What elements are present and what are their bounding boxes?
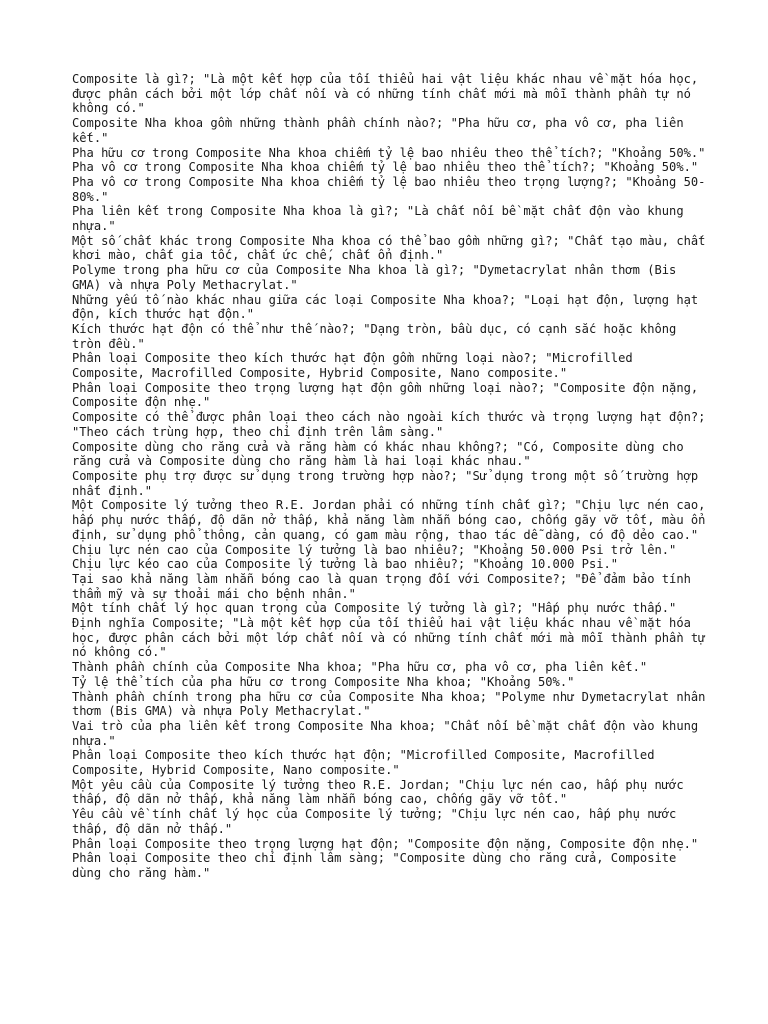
qa-line-20: Một tính chất lý học quan trọng của Composite lý tưởng là gì?; "Hấp phụ nước thấp." <box>72 601 677 616</box>
qa-line-26: Phân loại Composite theo kích thước hạt độn; "Microfilled Composite, Macrofilled Composite, Hybrid Composite, Nano composite." <box>72 748 655 778</box>
qa-line-2: Composite Nha khoa gồm những thành phần chính nào?; "Pha hữu cơ, pha vô cơ, pha liên kết." <box>72 116 684 145</box>
qa-line-8: Polyme trong pha hữu cơ của Composite Nha khoa là gì?; "Dymetacrylat nhân thơm (Bis GMA) và nhựa Poly Methacrylat." <box>72 263 677 292</box>
qa-line-27: Một yêu cầu của Composite lý tưởng theo R.E. Jordan; "Chịu lực nén cao, hấp phụ nước thấp, độ dãn nở thấp, khả năng làm nhẵn bóng cao, chống gãy vỡ tốt." <box>72 777 684 807</box>
qa-line-28: Yêu cầu về tính chất lý học của Composite lý tưởng; "Chịu lực nén cao, hấp phụ nước thấp, độ dãn nở thấp." <box>72 807 677 836</box>
qa-line-24: Thành phần chính trong pha hữu cơ của Composite Nha khoa; "Polyme như Dymetacrylat nhân thơm (Bis GMA) và nhựa Poly Methacrylat." <box>72 689 706 719</box>
qa-line-3: Pha hữu cơ trong Composite Nha khoa chiếm tỷ lệ bao nhiêu theo thể tích?; "Khoảng 50%." <box>72 145 706 160</box>
qa-line-10: Kích thước hạt độn có thể như thế nào?; "Dạng tròn, bầu dục, có cạnh sắc hoặc không tròn đều." <box>72 321 677 351</box>
qa-line-15: Composite phụ trợ được sử dụng trong trường hợp nào?; "Sử dụng trong một số trường hợp nhất định." <box>72 468 699 498</box>
qa-line-17: Chịu lực nén cao của Composite lý tưởng là bao nhiêu?; "Khoảng 50.000 Psi trở lên." <box>72 542 677 557</box>
qa-line-9: Những yếu tố nào khác nhau giữa các loại Composite Nha khoa?; "Loại hạt độn, lượng hạt độn, kích thước hạt độn." <box>72 292 699 322</box>
qa-line-5: Pha vô cơ trong Composite Nha khoa chiếm tỷ lệ bao nhiêu theo trọng lượng?; "Khoảng 50-80%." <box>72 174 706 204</box>
qa-line-7: Một số chất khác trong Composite Nha khoa có thể bao gồm những gì?; "Chất tạo màu, chất khơi mào, chất gia tốc, chất ức chế, chất ổn định." <box>72 233 706 263</box>
qa-line-25: Vai trò của pha liên kết trong Composite Nha khoa; "Chất nối bề mặt chất độn vào khung nhựa." <box>72 718 699 748</box>
document-body <box>72 72 708 881</box>
qa-line-16: Một Composite lý tưởng theo R.E. Jordan phải có những tính chất gì?; "Chịu lực nén cao, hấp phụ nước thấp, độ dãn nở thấp, khả năng làm nhẵn bóng cao, chống gãy vỡ tốt, màu ổn định, sử dụng phổ thông, cản quang, có gam màu rộng, thao tác dễ dàng, có độ dẻo cao." <box>72 498 706 542</box>
qa-line-13: Composite có thể được phân loại theo cách nào ngoài kích thước và trọng lượng hạt độn?; "Theo cách trùng hợp, theo chỉ định trên lâm sàng." <box>72 410 706 439</box>
qa-line-12: Phân loại Composite theo trọng lượng hạt độn gồm những loại nào?; "Composite độn nặng, Composite độn nhẹ." <box>72 380 699 410</box>
qa-line-1: Composite là gì?; "Là một kết hợp của tối thiểu hai vật liệu khác nhau về mặt hóa học, được phân cách bởi một lớp chất nối và có những tính chất mới mà mỗi thành phần tự nó không có." <box>72 72 699 116</box>
qa-line-30: Phân loại Composite theo chỉ định lâm sàng; "Composite dùng cho răng cửa, Composite dùng cho răng hàm." <box>72 851 677 880</box>
qa-line-14: Composite dùng cho răng cửa và răng hàm có khác nhau không?; "Có, Composite dùng cho răng cửa và Composite dùng cho răng hàm là hai loại khác nhau." <box>72 439 684 469</box>
qa-line-22: Thành phần chính của Composite Nha khoa; "Pha hữu cơ, pha vô cơ, pha liên kết." <box>72 660 648 675</box>
qa-line-23: Tỷ lệ thể tích của pha hữu cơ trong Composite Nha khoa; "Khoảng 50%." <box>72 674 575 689</box>
qa-line-18: Chịu lực kéo cao của Composite lý tưởng là bao nhiêu?; "Khoảng 10.000 Psi." <box>72 557 619 572</box>
qa-line-29: Phân loại Composite theo trọng lượng hạt độn; "Composite độn nặng, Composite độn nhẹ." <box>72 836 699 851</box>
qa-line-6: Pha liên kết trong Composite Nha khoa là gì?; "Là chất nối bề mặt chất độn vào khung nhựa." <box>72 204 684 234</box>
qa-line-19: Tại sao khả năng làm nhẵn bóng cao là quan trọng đối với Composite?; "Để đảm bảo tính thẩm mỹ và sự thoải mái cho bệnh nhân." <box>72 571 691 601</box>
qa-line-11: Phân loại Composite theo kích thước hạt độn gồm những loại nào?; "Microfilled Composite, Macrofilled Composite, Hybrid Composite, Nano composite." <box>72 351 633 381</box>
qa-line-21: Định nghĩa Composite; "Là một kết hợp của tối thiểu hai vật liệu khác nhau về mặt hóa học, được phân cách bởi một lớp chất nối và có những tính chất mới mà mỗi thành phần tự nó không có." <box>72 616 706 660</box>
qa-line-4: Pha vô cơ trong Composite Nha khoa chiếm tỷ lệ bao nhiêu theo thể tích?; "Khoảng 50%." <box>72 160 699 175</box>
